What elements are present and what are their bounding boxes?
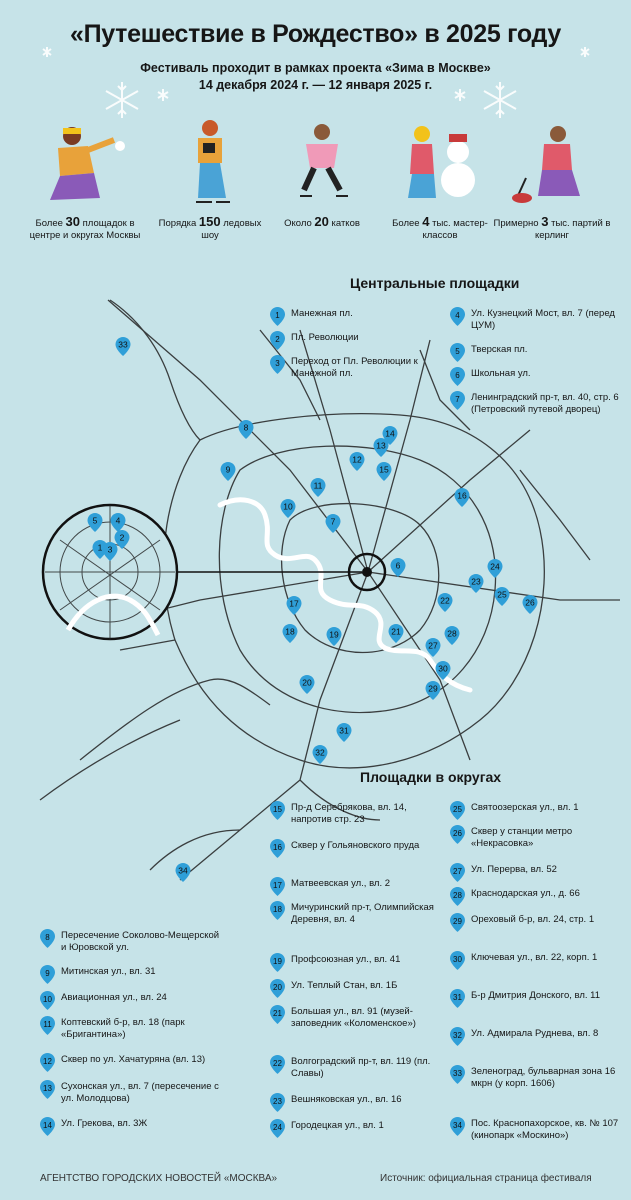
snowman-icon — [408, 126, 475, 198]
legend-item — [450, 1028, 630, 1045]
stat-ice-shows: Порядка 150 ледовых шоу — [158, 214, 262, 241]
legend-item — [40, 930, 220, 954]
legend-number: 29 — [453, 917, 462, 926]
map-pin-12 — [350, 452, 365, 471]
pin-icon — [270, 1056, 285, 1073]
map-pin-label: 28 — [447, 628, 457, 639]
pin-icon — [40, 992, 55, 1009]
legend-number: 21 — [273, 1009, 282, 1018]
legend-text: Тверская пл. — [471, 344, 528, 355]
map-pin-23 — [469, 574, 484, 593]
pin-icon — [270, 1006, 285, 1023]
skating-girl-icon — [300, 124, 348, 196]
pin-icon — [450, 308, 465, 325]
legend-number: 25 — [453, 805, 462, 814]
legend-item — [450, 990, 630, 1007]
map-pin-28 — [445, 626, 460, 645]
legend-number: 3 — [275, 359, 280, 368]
legend-item — [450, 392, 630, 416]
legend-item — [450, 1066, 630, 1090]
legend-number: 23 — [273, 1097, 282, 1106]
legend-item — [450, 1118, 630, 1142]
map-pin-10 — [281, 499, 296, 518]
legend-item — [270, 1094, 450, 1111]
legend-text: Пересечение Соколово-Мещерской и Юровской ул. — [61, 930, 220, 953]
footer-source: Источник: официальная страница фестиваля — [380, 1173, 592, 1184]
legend-text: Школьная ул. — [471, 368, 531, 379]
map-pin-label: 13 — [376, 440, 386, 451]
legend-text: Ул. Перерва, вл. 52 — [471, 864, 557, 875]
map-pin-21 — [389, 624, 404, 643]
legend-text: Мичуринский пр-т, Олимпийская Деревня, вл. 4 — [291, 902, 434, 925]
legend-item — [270, 954, 450, 971]
stat-curling: Примерно 3 тыс. партий в керлинг — [493, 214, 611, 241]
legend-text: Большая ул., вл. 91 (музей-заповедник «Коломенское») — [291, 1006, 416, 1029]
legend-number: 20 — [273, 983, 282, 992]
map-pin-label: 9 — [225, 464, 231, 475]
legend-number: 16 — [273, 843, 282, 852]
legend-text: Сквер у Гольяновского пруда — [291, 840, 420, 851]
legend-text: Сквер у станции метро «Некрасовка» — [471, 826, 573, 849]
pin-icon — [450, 344, 465, 361]
pin-icon — [450, 888, 465, 905]
legend-item — [40, 1081, 220, 1105]
stat-rinks: Около 20 катков — [284, 214, 360, 229]
pin-icon — [270, 1094, 285, 1111]
pin-icon — [270, 1120, 285, 1137]
legend-text: Пл. Революции — [291, 332, 359, 343]
map-pin-label: 32 — [315, 747, 325, 758]
map-pin-label: 12 — [352, 454, 362, 465]
legend-item — [450, 308, 630, 332]
pin-icon — [450, 952, 465, 969]
pin-icon — [270, 802, 285, 819]
pin-icon — [450, 864, 465, 881]
legend-text: Ленинградский пр-т, вл. 40, стр. 6 (Петровский путевой дворец) — [471, 392, 619, 415]
legend-number: 27 — [453, 867, 462, 876]
map-pin-label: 6 — [395, 560, 401, 571]
legend-item — [270, 802, 450, 826]
legend-text: Зеленоград, бульварная зона 16 мкрн (у корп. 1606) — [471, 1066, 616, 1089]
legend-item — [270, 878, 450, 895]
section-title-districts: Площадки в округах — [360, 769, 502, 785]
map-pin-label: 29 — [428, 683, 438, 694]
pin-icon — [270, 356, 285, 373]
legend-text: Сухонская ул., вл. 7 (пересечение с ул. Молодцова) — [61, 1081, 219, 1104]
map-pin-label: 16 — [457, 490, 467, 501]
map-pin-label: 22 — [440, 595, 450, 606]
map-pin-26 — [523, 595, 538, 614]
map-pin-label: 25 — [497, 589, 507, 600]
pin-icon — [40, 1017, 55, 1034]
legend-item — [450, 344, 630, 361]
pin-icon — [40, 966, 55, 983]
legend-number: 9 — [45, 969, 50, 978]
legend-item — [450, 888, 630, 905]
map-pin-25 — [495, 587, 510, 606]
legend-item — [40, 1118, 220, 1135]
pin-icon — [270, 840, 285, 857]
legend-text: Ключевая ул., вл. 22, корп. 1 — [471, 952, 598, 963]
map-pin-label: 20 — [302, 677, 312, 688]
legend-number: 14 — [43, 1121, 52, 1130]
festival-illustrations — [0, 118, 631, 213]
legend-item — [40, 992, 220, 1009]
legend-text: Сквер по ул. Хачатуряна (вл. 13) — [61, 1054, 206, 1065]
map-pin-label: 8 — [243, 422, 249, 433]
legend-number: 19 — [273, 957, 282, 966]
legend-number: 32 — [453, 1031, 462, 1040]
snowflake-icon — [581, 47, 589, 57]
map-pin-label: 14 — [385, 428, 395, 439]
legend-item — [40, 966, 220, 983]
map-pin-label: 5 — [92, 515, 98, 526]
legend-item — [270, 1006, 450, 1030]
legend-text: Святоозерская ул., вл. 1 — [471, 802, 579, 813]
map-pin-label: 15 — [379, 464, 389, 475]
legend-text: Пр-д Серебрякова, вл. 14, напротив стр. 23 — [291, 802, 407, 825]
map-pin-18 — [283, 624, 298, 643]
moskva-river — [220, 500, 470, 690]
legend-text: Ул. Кузнецкий Мост, вл. 7 (перед ЦУМ) — [471, 308, 615, 331]
legend-number: 13 — [43, 1084, 52, 1093]
legend-number: 33 — [453, 1069, 462, 1078]
stat-masterclasses: Более 4 тыс. мастер-классов — [392, 214, 488, 241]
legend-item — [450, 952, 630, 969]
snowball-kid-icon — [50, 127, 125, 200]
pin-icon — [450, 826, 465, 843]
map-pin-7 — [326, 514, 341, 533]
legend-number: 17 — [273, 881, 282, 890]
map-pin-15 — [377, 462, 392, 481]
map-pin-label: 11 — [313, 480, 323, 491]
legend-item — [450, 914, 630, 931]
pin-icon — [270, 954, 285, 971]
legend-item — [270, 980, 450, 997]
legend-number: 26 — [453, 829, 462, 838]
map-pin-label: 26 — [525, 597, 535, 608]
map-pin-34 — [176, 863, 191, 882]
legend-text: Авиационная ул., вл. 24 — [61, 992, 167, 1003]
legend-item — [450, 368, 630, 385]
legend-text: Митинская ул., вл. 31 — [61, 966, 156, 977]
pin-icon — [450, 802, 465, 819]
legend-text: Ореховый б-р, вл. 24, стр. 1 — [471, 914, 595, 925]
map-pin-label: 31 — [339, 725, 349, 736]
map-pin-20 — [300, 675, 315, 694]
legend-number: 28 — [453, 891, 462, 900]
map-pin-33 — [116, 337, 131, 356]
map-pin-11 — [311, 478, 326, 497]
legend-number: 31 — [453, 993, 462, 1002]
pin-icon — [40, 1081, 55, 1098]
pin-icon — [270, 902, 285, 919]
legend-text: Профсоюзная ул., вл. 41 — [291, 954, 401, 965]
legend-number: 8 — [45, 933, 50, 942]
legend-text: Матвеевская ул., вл. 2 — [291, 878, 391, 889]
map-pin-label: 30 — [438, 663, 448, 674]
map-pin-16 — [455, 488, 470, 507]
legend-number: 12 — [43, 1057, 52, 1066]
map-pin-8 — [239, 420, 254, 439]
map-pin-label: 7 — [330, 516, 336, 527]
legend-number: 7 — [455, 395, 460, 404]
pin-icon — [270, 980, 285, 997]
map-pin-label: 2 — [119, 532, 125, 543]
curling-player-icon — [512, 126, 580, 203]
map-pin-32 — [313, 745, 328, 764]
pin-icon — [270, 878, 285, 895]
pin-icon — [40, 1054, 55, 1071]
map-pin-24 — [488, 559, 503, 578]
legend-item — [270, 356, 450, 380]
subtitle-dates: 14 декабря 2024 г. — 12 января 2025 г. — [198, 78, 433, 92]
legend-number: 5 — [455, 347, 460, 356]
legend-item — [270, 902, 450, 926]
map-pin-31 — [337, 723, 352, 742]
snowflake-icon — [158, 89, 168, 101]
legend-number: 30 — [453, 955, 462, 964]
legend-number: 15 — [273, 805, 282, 814]
legend-item — [40, 1017, 220, 1041]
legend-number: 2 — [275, 335, 280, 344]
pin-icon — [270, 308, 285, 325]
page-title: «Путешествие в Рождество» в 2025 году — [69, 20, 562, 48]
map-pin-label: 27 — [428, 640, 438, 651]
legend-number: 22 — [273, 1059, 282, 1068]
pin-icon — [450, 1028, 465, 1045]
legend-text: Пос. Краснопахорское, кв. № 107 (кинопарк «Москино») — [471, 1118, 619, 1141]
legend-number: 24 — [273, 1123, 282, 1132]
legend-number: 6 — [455, 371, 460, 380]
map-pin-9 — [221, 462, 236, 481]
footer-agency: АГЕНТСТВО ГОРОДСКИХ НОВОСТЕЙ «МОСКВА» — [40, 1173, 278, 1184]
map-pin-22 — [438, 593, 453, 612]
map-pin-label: 1 — [97, 542, 103, 553]
legend-text: Манежная пл. — [291, 308, 353, 319]
map-pin-6 — [391, 558, 406, 577]
snowflake-icon — [455, 89, 465, 101]
legend-number: 10 — [43, 995, 52, 1004]
pin-icon — [40, 1118, 55, 1135]
legend-item — [450, 826, 630, 850]
legend-text: Ул. Грекова, вл. 3Ж — [61, 1118, 148, 1129]
legend-text: Вешняковская ул., вл. 16 — [291, 1094, 402, 1105]
legend-item — [270, 1120, 450, 1137]
pin-icon — [450, 914, 465, 931]
legend-number: 34 — [453, 1121, 462, 1130]
subtitle-project: Фестиваль проходит в рамках проекта «Зима в Москве» — [140, 61, 491, 75]
map-pin-label: 3 — [107, 544, 113, 555]
legend-number: 4 — [455, 311, 460, 320]
pin-icon — [40, 930, 55, 947]
legend-number: 11 — [43, 1020, 52, 1029]
stat-venues: Более 30 площадок в центре и округах Москвы — [29, 214, 141, 241]
map-pin-label: 10 — [283, 501, 293, 512]
map-pin-label: 24 — [490, 561, 500, 572]
map-pin-label: 23 — [471, 576, 481, 587]
map-pin-label: 4 — [115, 515, 121, 526]
legend-text: Ул. Теплый Стан, вл. 1Б — [291, 980, 398, 991]
pin-icon — [270, 332, 285, 349]
legend-item — [270, 840, 450, 857]
legend-item — [270, 1056, 450, 1080]
legend-text: Коптевский б-р, вл. 18 (парк «Бригантина») — [61, 1017, 185, 1040]
map-pin-label: 34 — [178, 865, 188, 876]
legend-item — [40, 1054, 220, 1071]
snowflake-icon — [106, 82, 138, 118]
map-pin-label: 33 — [118, 339, 128, 350]
snowflake-icon — [484, 82, 516, 118]
legend-number: 1 — [275, 311, 280, 320]
snowflake-icon — [43, 47, 51, 57]
pin-icon — [450, 1066, 465, 1083]
map-pin-19 — [327, 627, 342, 646]
legend-text: Краснодарская ул., д. 66 — [471, 888, 580, 899]
legend-number: 18 — [273, 905, 282, 914]
map-pin-label: 21 — [391, 626, 401, 637]
legend-text: Б-р Дмитрия Донского, вл. 11 — [471, 990, 601, 1001]
map-pin-17 — [287, 596, 302, 615]
legend-item — [270, 332, 450, 349]
legend-item — [270, 308, 450, 325]
pin-icon — [450, 368, 465, 385]
legend-text: Переход от Пл. Революции к Манежной пл. — [291, 356, 418, 379]
legend-item — [450, 802, 630, 819]
pin-icon — [450, 392, 465, 409]
pin-icon — [450, 990, 465, 1007]
map-pin-label: 18 — [285, 626, 295, 637]
skater-kid-icon — [196, 120, 230, 202]
legend-item — [450, 864, 630, 881]
map-pin-label: 17 — [289, 598, 299, 609]
map-pin-label: 19 — [329, 629, 339, 640]
section-title-central: Центральные площадки — [350, 275, 520, 291]
legend-text: Городецкая ул., вл. 1 — [291, 1120, 384, 1131]
legend-text: Волгоградский пр-т, вл. 119 (пл. Славы) — [291, 1056, 431, 1079]
legend-text: Ул. Адмирала Руднева, вл. 8 — [471, 1028, 599, 1039]
pin-icon — [450, 1118, 465, 1135]
